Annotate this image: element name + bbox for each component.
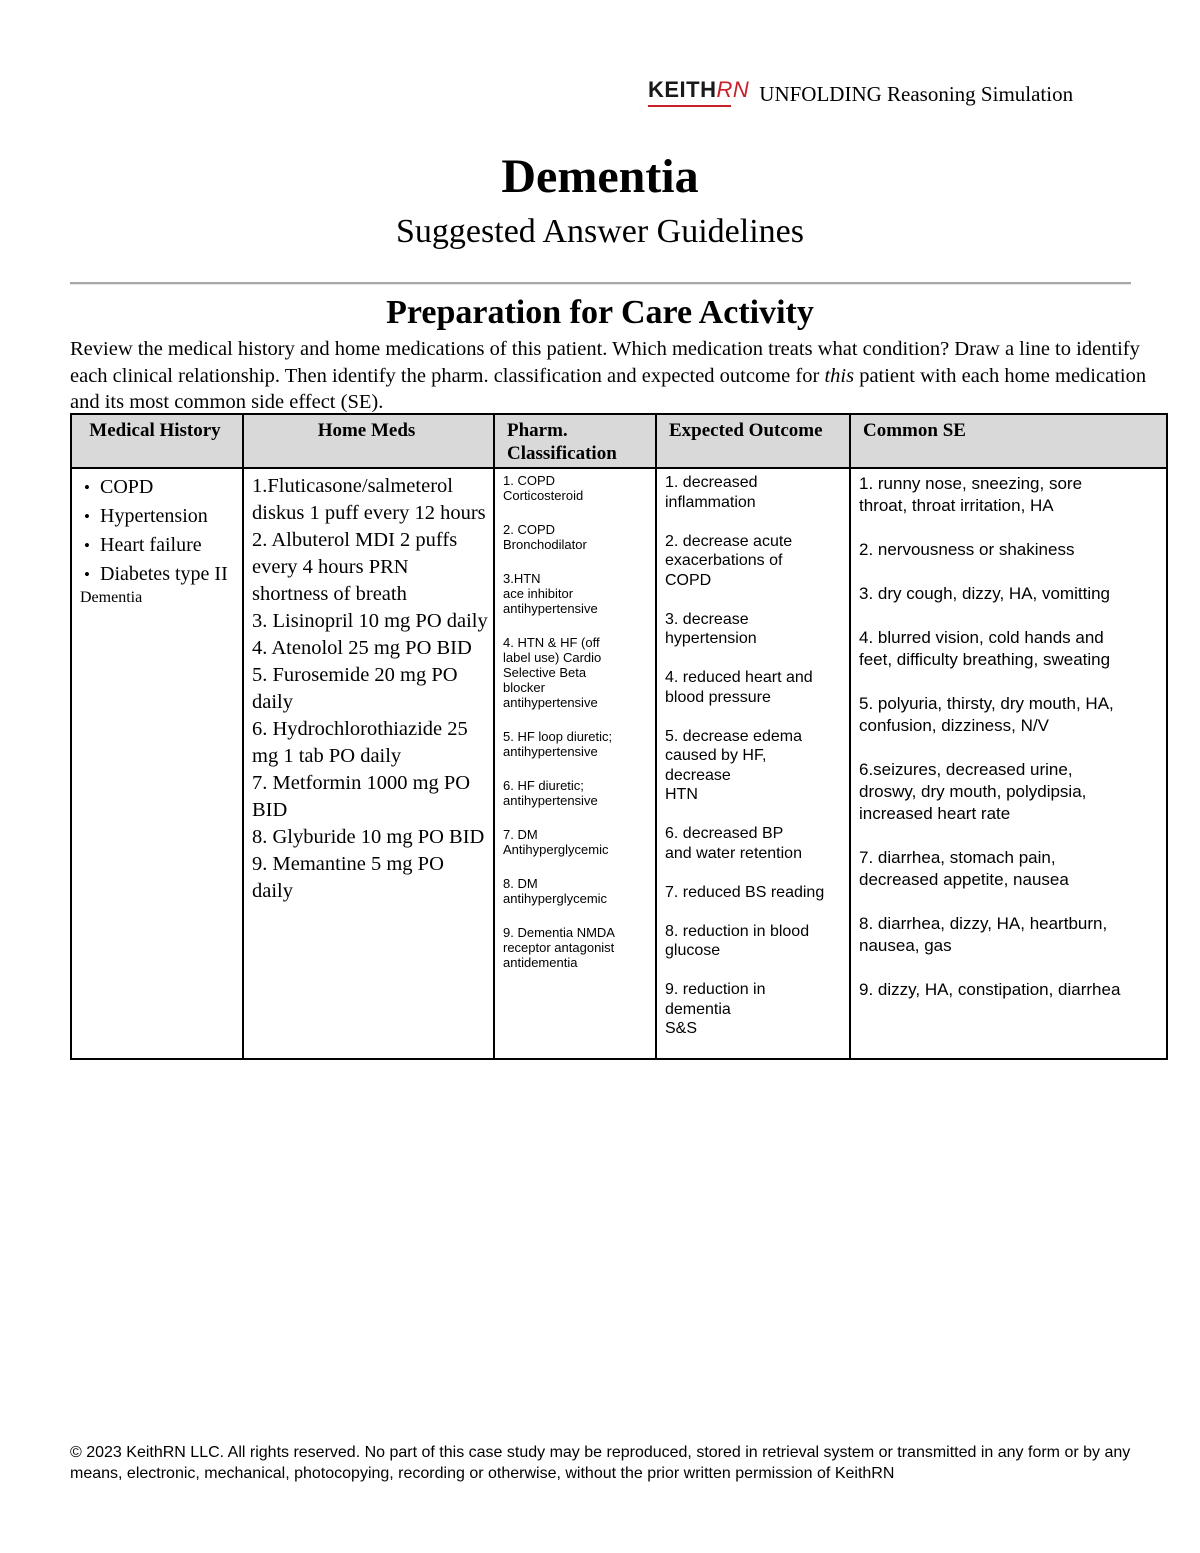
list-item: 4. Atenolol 25 mg PO BID [252,637,472,659]
medical-history-cell [71,468,243,1059]
list-item: 8. reduction in blood glucose [665,922,810,959]
page-title: Dementia [501,150,699,203]
logo-underline [648,105,731,107]
list-item: 8. Glyburide 10 mg PO BID [252,826,485,848]
list-item: 6. Hydrochlorothiazide 25 mg 1 tab PO daily [252,718,468,767]
pharm-classification-cell [494,468,656,1059]
list-item: 2. Albuterol MDI 2 puffs every 4 hours PRN shortness of breath [252,529,458,605]
header-expected-outcome: Expected Outcome [656,414,850,468]
list-item: 4. HTN & HF (off label use) Cardio Selective Beta blocker antihypertensive [503,635,602,710]
medical-history-list [80,473,238,589]
bullet-icon: • [84,565,90,584]
header-brand [648,77,1074,106]
bullet-icon: • [84,507,90,526]
bullet-icon: • [84,536,90,555]
instructions-emphasis: this [824,364,855,387]
list-item: 9. dizzy, HA, constipation, diarrhea [859,980,1121,999]
list-item: 6. HF diuretic; antihypertensive [503,778,598,808]
list-item: 8. DM antihyperglycemic [503,876,608,906]
list-item: 5. decrease edema caused by HF, decrease HTN [665,727,802,803]
table-row [71,468,1167,1059]
list-item: 7. diarrhea, stomach pain, decreased appetite, nausea [859,848,1069,889]
medical-history-extra: Dementia [80,589,143,606]
page-subtitle: Suggested Answer Guidelines [396,213,804,250]
expected-outcome-cell [656,468,850,1059]
header-home-meds: Home Meds [243,414,494,468]
list-item: 1. decreased inflammation [665,474,758,511]
list-item: 8. diarrhea, dizzy, HA, heartburn, nausea, gas [859,914,1108,955]
bullet-icon: • [84,478,90,497]
list-item: 9. Dementia NMDA receptor antagonist antidementia [503,925,615,970]
common-se-cell [850,468,1167,1059]
header-pharm-classification: Pharm. Classification [494,414,656,468]
list-item: 7. Metformin 1000 mg PO BID [252,772,471,821]
list-item: 2. nervousness or shakiness [859,540,1075,559]
home-meds-cell [243,468,494,1059]
header-medical-history: Medical History [71,414,243,468]
list-item: 1. runny nose, sneezing, sore throat, throat irritation, HA [859,474,1083,515]
list-item: • Heart failure [80,531,238,560]
list-item: 3. decrease hypertension [665,610,757,647]
list-item: 2. COPD Bronchodilator [503,522,587,552]
list-item: 9. Memantine 5 mg PO daily [252,853,444,902]
logo-accent-text: RN [716,77,750,102]
list-item: 3. dry cough, dizzy, HA, vomitting [859,584,1111,603]
care-table [70,413,1168,1060]
brand-text: UNFOLDING Reasoning Simulation [759,82,1074,106]
instructions [70,336,1170,416]
list-item: 7. DM Antihyperglycemic [503,827,609,857]
header-common-se: Common SE [850,414,1167,468]
keithrn-logo [648,78,749,102]
list-item: 5. HF loop diuretic; antihypertensive [503,729,613,759]
list-item: 5. Furosemide 20 mg PO daily [252,664,458,713]
instructions-text-1: Review the medical history and home medications of this patient. Which medication treats what condition? Draw a line to identify each clinical relationship. Then identify the pharm. classification and expected outcome for [70,338,1140,387]
logo-main-text: KEITH [648,77,717,102]
list-item: • COPD [80,473,238,502]
list-item: 7. reduced BS reading [665,883,825,901]
divider [70,282,1131,285]
list-item: 2. decrease acute exacerbations of COPD [665,532,793,589]
copyright-footer: © 2023 KeithRN LLC. All rights reserved. No part of this case study may be reproduced, stored in retrieval system or transmitted in any form or by any means, electronic, mechanical, photocopying, recording or otherwise, without the prior written permission of KeithRN [70,1444,1131,1482]
list-item: • Diabetes type II [80,560,238,589]
list-item: 3. Lisinopril 10 mg PO daily [252,610,488,632]
list-item: • Hypertension [80,502,238,531]
list-item: 9. reduction in dementia S&S [665,981,766,1037]
list-item: 4. reduced heart and blood pressure [665,669,813,706]
list-item: 1.Fluticasone/salmeterol diskus 1 puff every 12 hours [252,475,486,524]
section-title: Preparation for Care Activity [386,294,814,331]
list-item: 5. polyuria, thirsty, dry mouth, HA, confusion, dizziness, N/V [859,694,1114,735]
list-item: 6. decreased BP and water retention [665,825,802,862]
list-item: 4. blurred vision, cold hands and feet, difficulty breathing, sweating [859,628,1111,669]
list-item: 6.seizures, decreased urine, droswy, dry mouth, polydipsia, increased heart rate [859,760,1087,823]
table-header-row [71,414,1167,468]
list-item: 1. COPD Corticosteroid [503,473,584,503]
list-item: 3.HTN ace inhibitor antihypertensive [503,571,598,616]
instructions-text-2: patient with each home medication and its most common side effect (SE). [70,364,1147,413]
